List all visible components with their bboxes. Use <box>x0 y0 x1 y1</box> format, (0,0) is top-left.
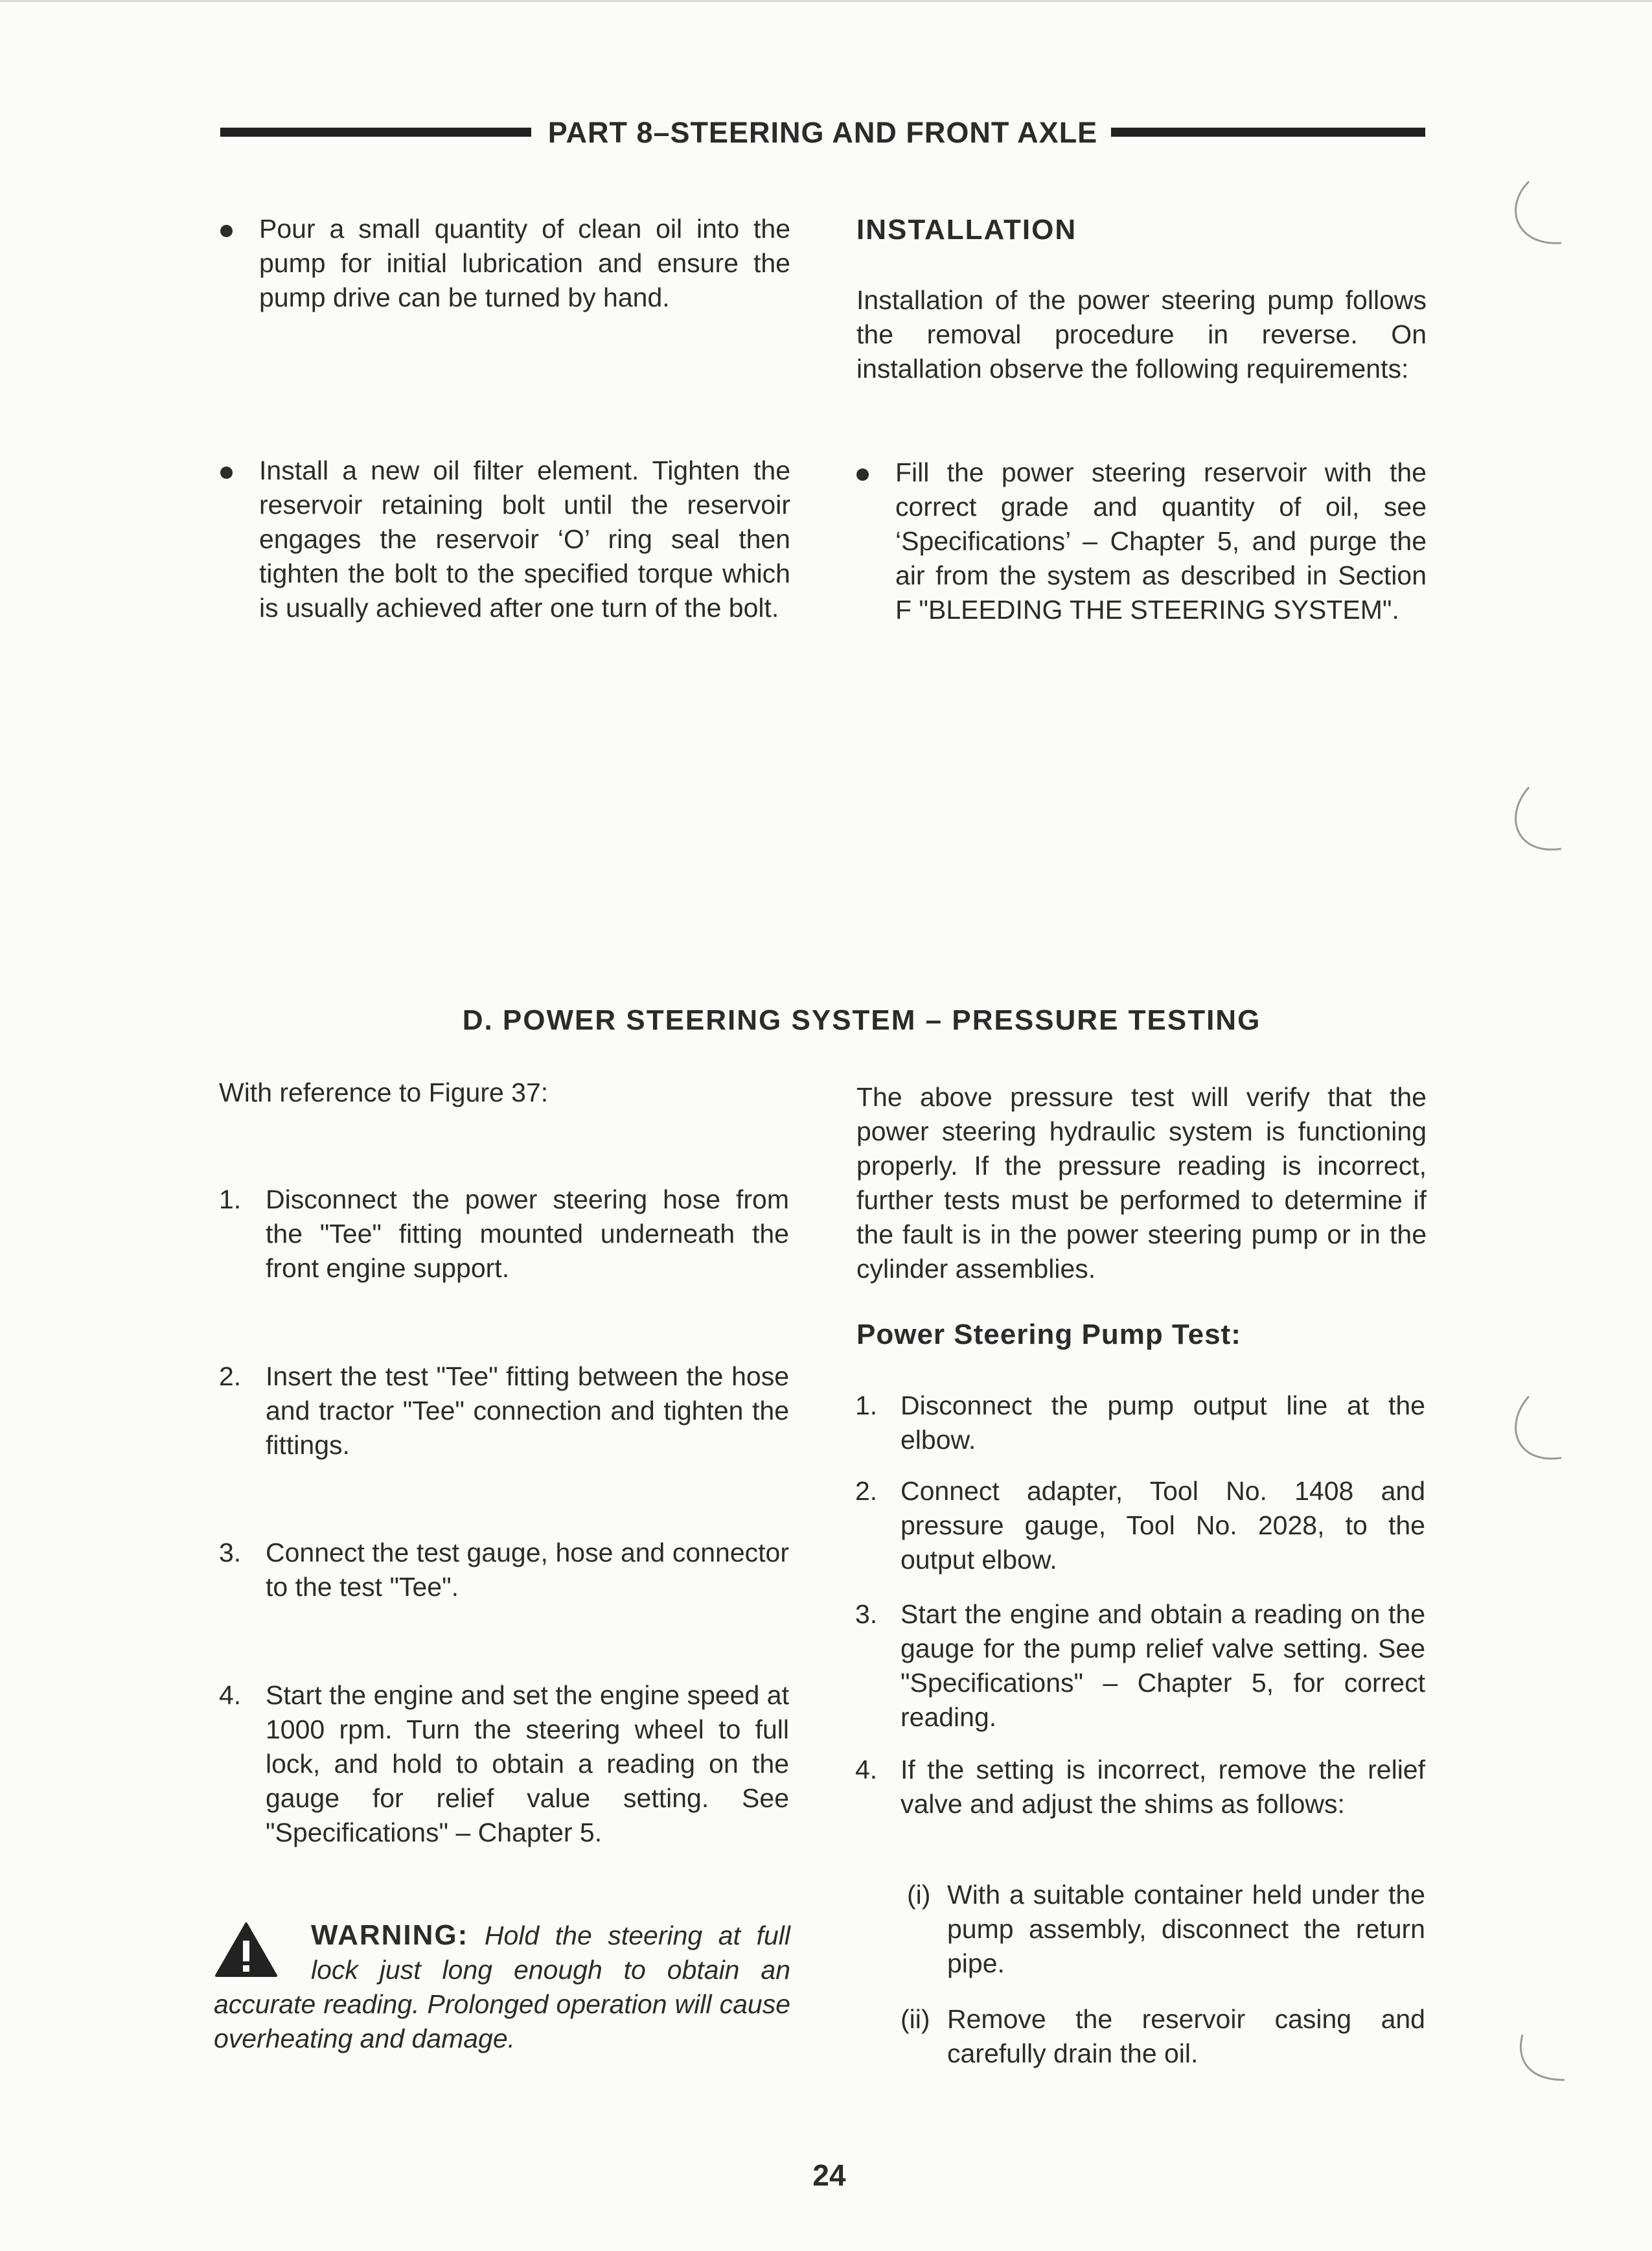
step-text: Start the engine and set the engine speed at 1000 rpm. Turn the steering wheel to full lock, and hold to obtain a reading on the gauge for relief value setting. See ʺSpecificationsʺ – Chapter 5. <box>266 1680 789 1847</box>
step-text: Connect adapter, Tool No. 1408 and pressure gauge, Tool No. 2028, to the output elbow. <box>901 1476 1425 1575</box>
bullet-text: Fill the power steering reservoir with the correct grade and quantity of oil, see ‘Specifications’ – Chapter 5, and purge the air from the system as described in Section F ʺBLEEDING THE STEERING SYSTEMʺ. <box>895 457 1427 625</box>
step-text: If the setting is incorrect, remove the relief valve and adjust the shims as follows: <box>901 1755 1425 1819</box>
step-number: 4. <box>219 1680 242 1710</box>
bullet-text: Pour a small quantity of clean oil into the pump for initial lubrication and ensure the pump drive can be turned by hand. <box>259 214 790 312</box>
step-text: Start the engine and obtain a reading on the gauge for the pump relief valve setting. See ʺSpecificationsʺ – Chapter 5, for correct reading. <box>901 1599 1425 1732</box>
step-text: Disconnect the pump output line at the elbow. <box>901 1391 1425 1455</box>
section-heading: D. POWER STEERING SYSTEM – PRESSURE TESTING <box>462 1004 1261 1036</box>
substep-text: With a suitable container held under the pump assembly, disconnect the return pipe. <box>947 1880 1425 1978</box>
installation-heading: INSTALLATION <box>856 214 1077 246</box>
binder-hole-icon <box>1503 778 1581 875</box>
step-text: Disconnect the power steering hose from the ʺTeeʺ fitting mounted underneath the front engine support. <box>266 1184 789 1283</box>
page-number: 24 <box>812 2158 846 2192</box>
scan-edge-line <box>0 0 1652 2</box>
substep-number: (i) <box>907 1880 931 1910</box>
step-number: 2. <box>855 1476 878 1506</box>
step-number: 3. <box>219 1538 242 1567</box>
step-text: Connect the test gauge, hose and connector to the test ʺTeeʺ. <box>266 1538 789 1602</box>
step-number: 1. <box>855 1391 878 1420</box>
pressure-test-paragraph: The above pressure test will verify that the power steering hydraulic system is functioning properly. If the pressure reading is incorrect, further tests must be performed to determine if the fault is in the power steering pump or in the cylinder assemblies. <box>856 1082 1427 1284</box>
bullet-text: Install a new oil filter element. Tighten the reservoir retaining bolt until the reservoir engages the reservoir ‘O’ ring seal then tighten the bolt to the specified torque which is usually achieved after one turn of the bolt. <box>259 456 790 623</box>
step-number: 3. <box>855 1599 878 1629</box>
warning-label: WARNING: <box>311 1919 469 1951</box>
substep-text: Remove the reservoir casing and carefully drain the oil. <box>947 2004 1425 2068</box>
warning-note <box>214 1918 790 2056</box>
page-header <box>220 113 1425 152</box>
binder-hole-icon <box>1503 168 1581 266</box>
binder-hole-icon <box>1503 1387 1581 1484</box>
substep-number: (ii) <box>901 2004 930 2034</box>
step-number: 2. <box>219 1361 242 1391</box>
bullet-dot-icon <box>220 225 233 237</box>
binder-hole-icon <box>1503 2002 1581 2099</box>
header-title: PART 8–STEERING AND FRONT AXLE <box>536 116 1109 149</box>
installation-paragraph: Installation of the power steering pump follows the removal procedure in reverse. On installation observe the following requirements: <box>856 285 1427 384</box>
step-number: 1. <box>219 1184 242 1214</box>
step-number: 4. <box>855 1755 878 1784</box>
step-text: Insert the test ʺTeeʺ fitting between the hose and tractor ʺTeeʺ connection and tighten the fittings. <box>266 1361 789 1460</box>
warning-text: Hold the steering at full lock just long enough to obtain an accurate reading. Prolonged operation will cause overheating and damage. <box>214 1921 790 2053</box>
pump-test-heading: Power Steering Pump Test: <box>856 1319 1241 1350</box>
intro-text: With reference to Figure 37: <box>219 1078 549 1107</box>
bullet-dot-icon <box>856 468 869 481</box>
bullet-dot-icon <box>220 467 233 479</box>
